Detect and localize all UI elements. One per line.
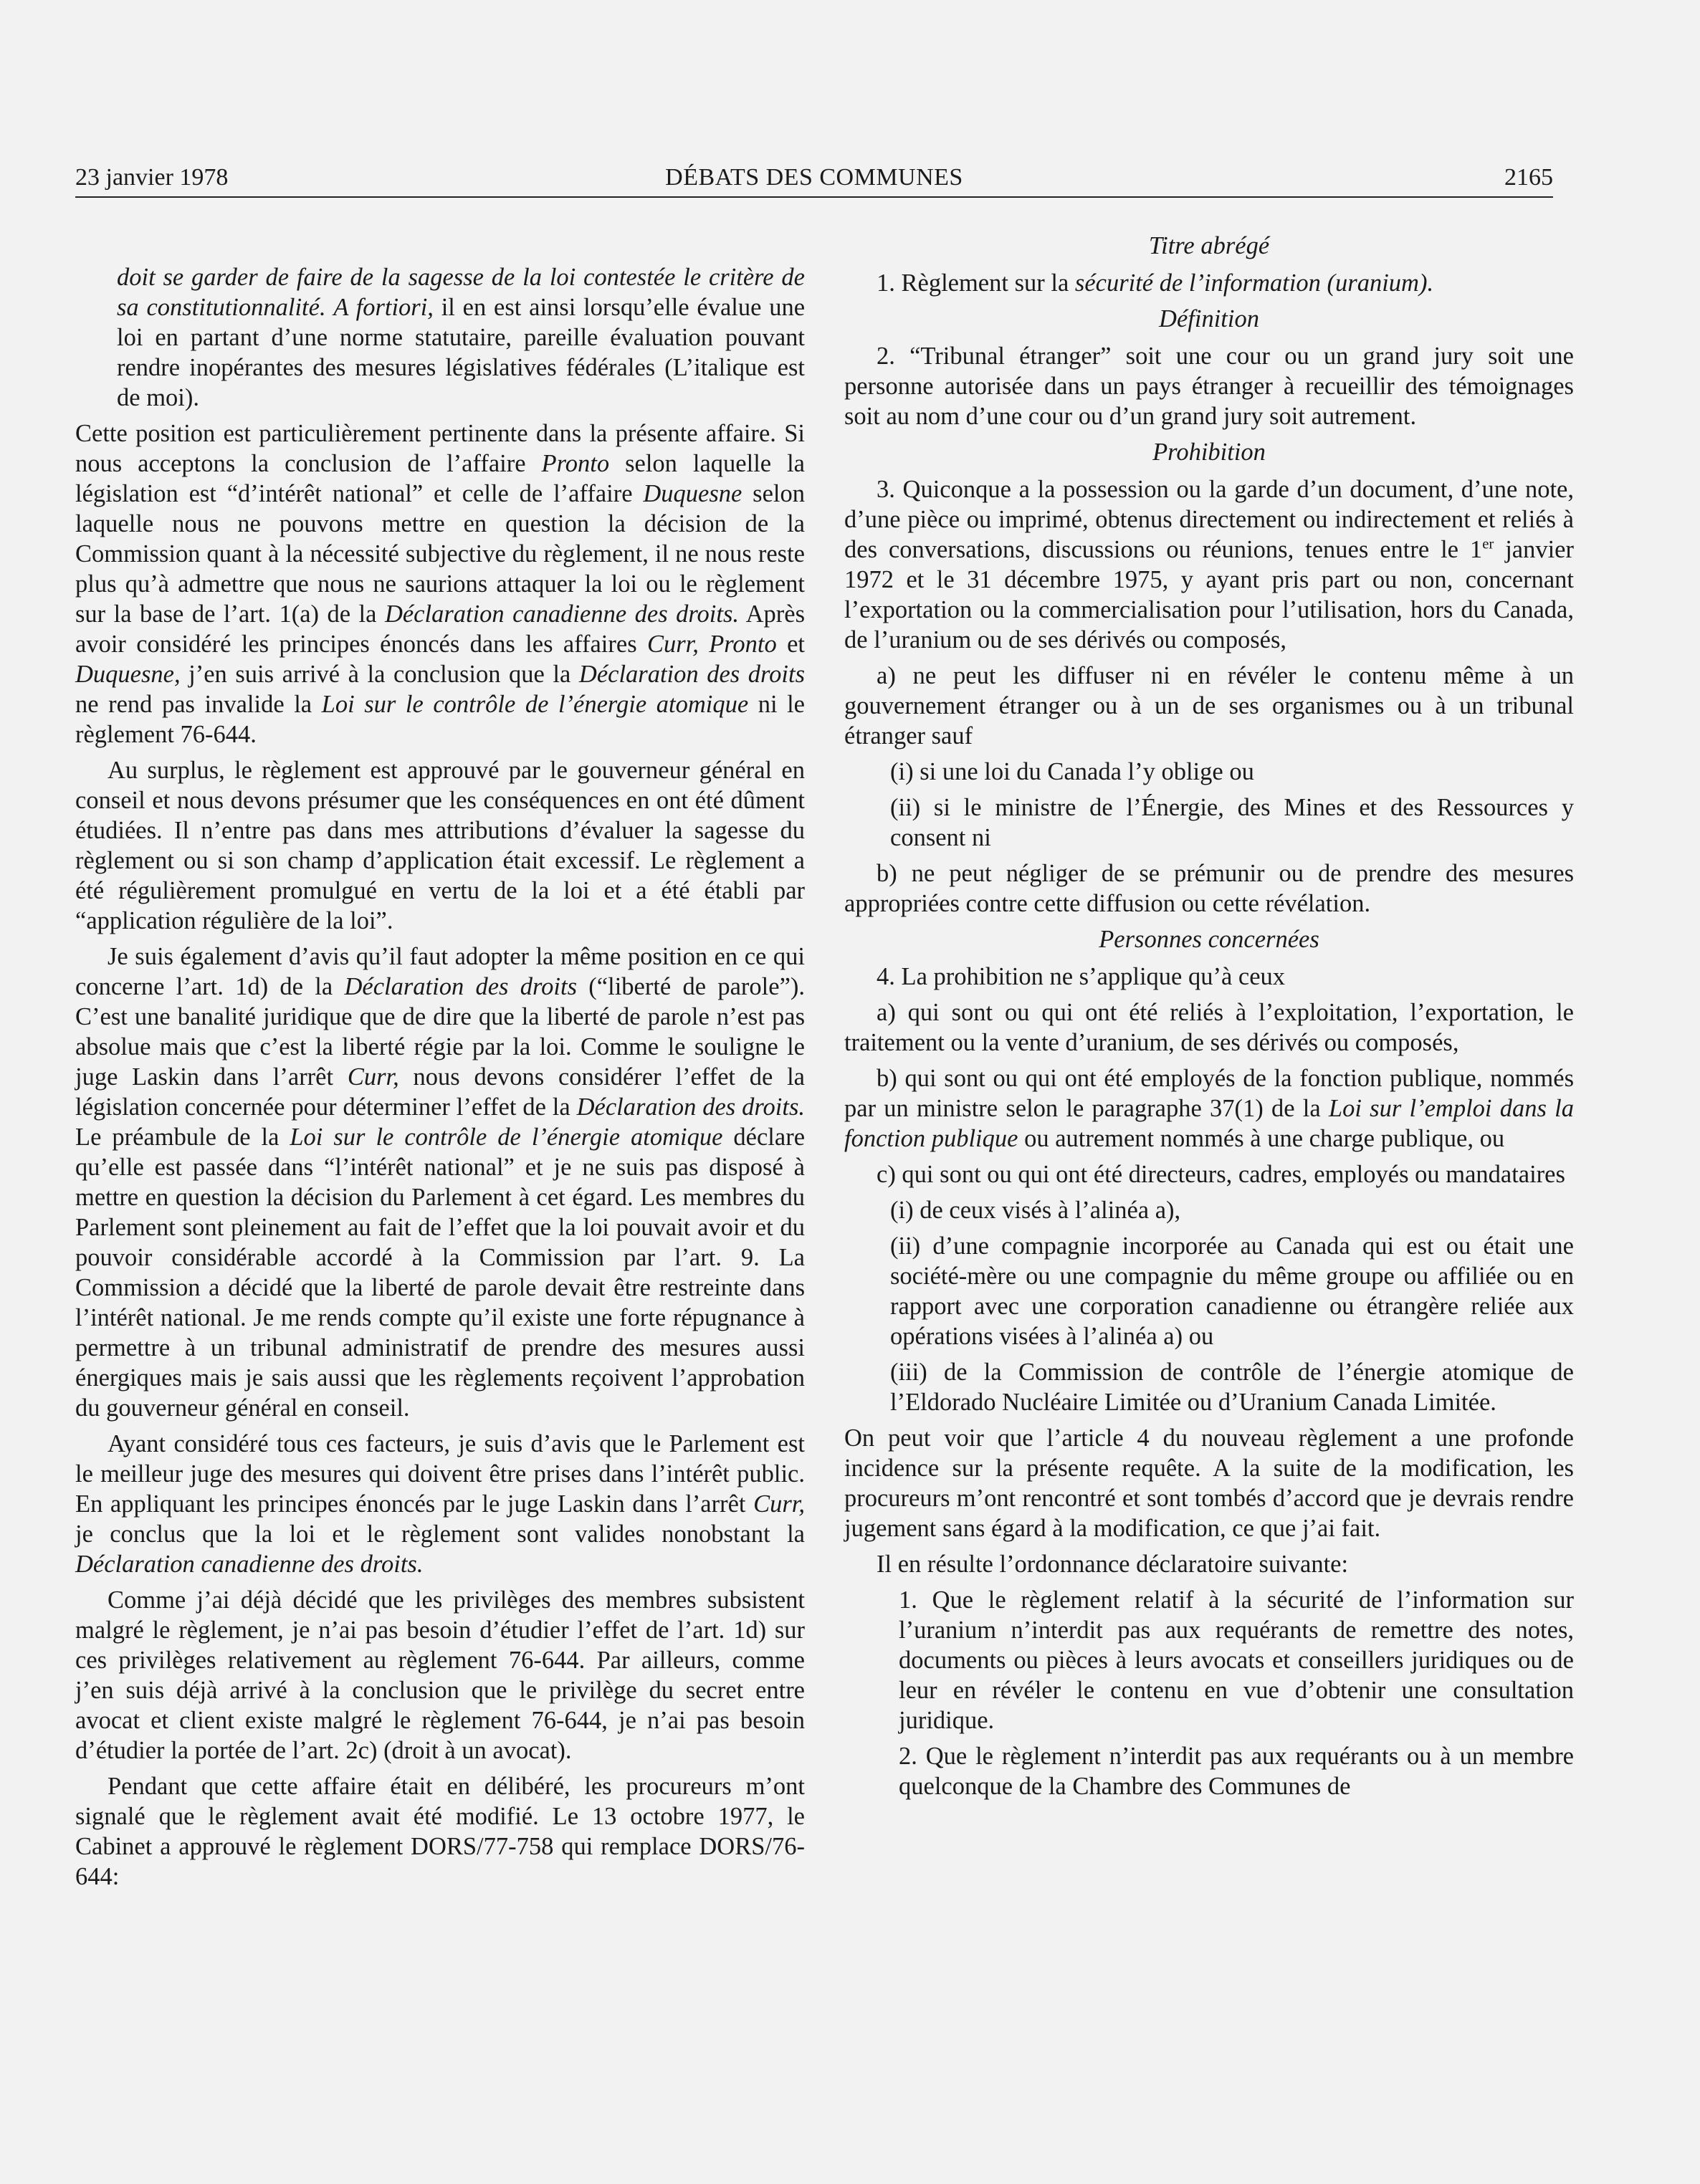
paragraph: Au surplus, le règlement est approuvé par le gouverneur général en conseil et nous devons présumer que les conséquences en ont été dûment étudiées. Il n’entre pas dans mes attributions d’évaluer la sagesse du règlement ou si son champ d’application était excessif. Le règlement a été régulièrement promulgué en vertu de la loi et a été établi par “application régulière de la loi”.	[75, 757, 805, 934]
clause	[844, 1063, 1574, 1154]
italic-text: Déclaration des droits	[578, 661, 806, 688]
italic-text: Duquesne	[643, 480, 742, 507]
text-run: Ayant considéré tous ces facteurs, je suis d’avis que le Parlement est le meilleur juge des mesures qui doivent être prises dans l’intérêt public. En appliquant les principes énoncés par le juge Laskin dans l’arrêt	[75, 1430, 805, 1518]
text-run: selon laquelle la législation est “d’intérêt national” et celle de l’affaire	[75, 450, 805, 507]
running-header	[75, 162, 1553, 198]
header-title: DÉBATS DES COMMUNES	[665, 164, 963, 191]
text-run: nous devons considérer l’effet de la législation concernée pour déterminer l’effet de la	[75, 1063, 805, 1121]
text-run: j’en suis arrivé à la conclusion que la	[180, 661, 579, 688]
section-heading: Personnes concernées	[1099, 926, 1319, 953]
italic-text: Déclaration canadienne des droits.	[75, 1551, 424, 1578]
text-run: ne rend pas invalide la	[75, 691, 322, 718]
text-run: Le préambule de la	[75, 1124, 290, 1151]
italic-text: sécurité de l’information (uranium).	[1074, 269, 1434, 297]
paragraph	[75, 942, 805, 1423]
text-run: b) qui sont ou qui ont été employés de la fonction publique, nommés par un ministre selon le paragraphe 37(1) de la	[844, 1065, 1574, 1122]
italic-text: Loi sur le contrôle de l’énergie atomique	[290, 1124, 723, 1151]
text-run: il en est ainsi lorsqu’elle évalue une loi en partant d’une norme statutaire, pareille évaluation pouvant rendre inopérantes des mesures législatives fédérales (L’italique est de moi).	[117, 294, 806, 411]
paragraph: Comme j’ai déjà décidé que les privilèges des membres subsistent malgré le règlement, je n’ai pas besoin d’étudier l’effet de l’art. 1d) sur ces privilèges relativement au règlement 76-644. Par ailleurs, comme j’en suis déjà arrivé à la conclusion que le privilège du secret entre avocat et client existe malgré le règlement 76-644, je n’ai pas besoin d’étudier la portée de l’art. 2c) (droit à un avocat).	[75, 1586, 805, 1764]
italic-text: Loi sur l’emploi dans la fonction publique	[844, 1095, 1574, 1152]
text-run: ou autrement nommés à une charge publique, ou	[1018, 1125, 1505, 1152]
paragraph	[844, 474, 1574, 655]
page-number: 2165	[1504, 164, 1553, 191]
italic-text: Curr,	[347, 1063, 399, 1091]
paragraph: 2. “Tribunal étranger” soit une cour ou un grand jury soit une personne autorisée dans un pays étranger à recueillir des témoignages soit au nom d’une cour ou d’un grand jury soit autrement.	[844, 343, 1574, 430]
paragraph	[75, 418, 805, 749]
italic-text: Déclaration des droits	[344, 973, 578, 1000]
left-column	[75, 262, 805, 1897]
section-heading: Prohibition	[1152, 439, 1266, 466]
italic-text: Déclaration canadienne des droits.	[384, 600, 740, 628]
text-run: je conclus que la loi et le règlement sont valides nonobstant la	[75, 1520, 805, 1548]
clause: c) qui sont ou qui ont été directeurs, cadres, employés ou mandataires	[877, 1161, 1565, 1188]
italic-text: Pronto	[541, 450, 610, 477]
subclause: (i) si une loi du Canada l’y oblige ou	[890, 758, 1254, 785]
clause: b) ne peut négliger de se prémunir ou de prendre des mesures appropriées contre cette diffusion ou cette révélation.	[844, 860, 1574, 917]
section-heading: Titre abrégé	[1148, 232, 1270, 259]
subclause: (i) de ceux visés à l’alinéa a),	[890, 1197, 1181, 1224]
paragraph	[844, 268, 1574, 298]
italic-text: Curr,	[753, 1490, 805, 1518]
header-date: 23 janvier 1978	[75, 164, 229, 191]
text-run: selon laquelle nous ne pouvons mettre en question la décision de la Commission quant à la nécessité subjective du règlement, il ne nous reste plus qu’à admettre que nous ne saurions attaquer la loi ou le règlement sur la base de l’art. 1(a) de la	[75, 480, 805, 628]
text-run: déclare qu’elle est passée dans “l’intérêt national” et je ne suis pas disposé à mettre en question la décision du Parlement à cet égard. Les membres du Parlement sont pleinement au fait de l’effet que la loi pouvait avoir et du pouvoir considérable accordé à la Commission par l’art. 9. La Commission a décidé que la liberté de parole devait être restreinte dans l’intérêt national. Je me rends compte qu’il existe une forte répugnance à permettre à un tribunal administratif de prendre des mesures aussi énergiques mais je sais aussi que les règlements reçoivent l’approbation du gouverneur général en conseil.	[75, 1124, 806, 1422]
text-run: Cette position est particulièrement pertinente dans la présente affaire. Si nous acceptons la conclusion de l’affaire	[75, 420, 805, 477]
paragraph: 4. La prohibition ne s’applique qu’à ceux	[877, 963, 1286, 990]
text-run: janvier 1972 et le 31 décembre 1975, y ayant pris part ou non, concernant l’exportation ou la commercialisation pour l’utilisation, hors du Canada, de l’uranium ou de ses dérivés ou composés,	[844, 536, 1574, 653]
quote-paragraph	[117, 262, 805, 413]
text-run: 1. Règlement sur la	[877, 269, 1075, 297]
subclause: (ii) si le ministre de l’Énergie, des Mines et des Ressources y consent ni	[890, 794, 1574, 851]
paragraph: Il en résulte l’ordonnance déclaratoire suivante:	[877, 1551, 1349, 1578]
text-run: Je suis également d’avis qu’il faut adopter la même position en ce qui concerne l’art. 1d) de la	[75, 943, 805, 1000]
text-run: 3. Quiconque a la possession ou la garde d’un document, d’une note, d’une pièce ou imprimé, obtenus directement ou indirectement et reliés à des conversations, discussions ou réunions, tenues entre le 1	[844, 476, 1574, 563]
order-item: 2. Que le règlement n’interdit pas aux requérants ou à un membre quelconque de la Chambre des Communes de	[899, 1743, 1574, 1800]
text-run: ni le règlement 76-644.	[75, 691, 805, 748]
italic-text: doit se garder de faire de la sagesse de la loi contestée le critère de sa constitutionnalité.	[117, 264, 805, 321]
italic-text: Déclaration des droits.	[576, 1093, 805, 1121]
subclause: (ii) d’une compagnie incorporée au Canada qui est ou était une société-mère ou une compagnie du même groupe ou affiliée ou en rapport avec une corporation canadienne ou étrangère reliée aux opérations visées à l’alinéa a) ou	[890, 1232, 1574, 1350]
section-heading: Définition	[1159, 305, 1259, 332]
subclause: (iii) de la Commission de contrôle de l’énergie atomique de l’Eldorado Nucléaire Limitée ou d’Uranium Canada Limitée.	[890, 1359, 1574, 1416]
paragraph: Pendant que cette affaire était en délibéré, les procureurs m’ont signalé que le règlement avait été modifié. Le 13 octobre 1977, le Cabinet a approuvé le règlement DORS/77-758 qui remplace DORS/76-644:	[75, 1773, 805, 1890]
text-run: Après avoir considéré les principes énoncés dans les affaires	[75, 600, 805, 658]
order-item: 1. Que le règlement relatif à la sécurité de l’information sur l’uranium n’interdit pas aux requérants de remettre des notes, documents ou pièces à leurs avocats et conseillers juridiques ou de leur en révéler le contenu en vue d’obtenir une consultation juridique.	[899, 1586, 1574, 1734]
right-column	[844, 231, 1574, 1807]
italic-text: Curr, Pronto	[646, 631, 777, 658]
italic-text: Duquesne,	[75, 661, 181, 688]
italic-text: A fortiori,	[333, 294, 434, 321]
paragraph: On peut voir que l’article 4 du nouveau règlement a une profonde incidence sur la présente requête. A la suite de la modification, les procureurs m’ont rencontré et sont tombés d’accord que je devrais rendre jugement sans égard à la modification, ce que j’ai fait.	[844, 1424, 1574, 1542]
clause: a) qui sont ou qui ont été reliés à l’exploitation, l’exportation, le traitement ou la vente d’uranium, de ses dérivés ou composés,	[844, 999, 1574, 1056]
italic-text: Loi sur le contrôle de l’énergie atomique	[321, 691, 749, 718]
paragraph	[75, 1429, 805, 1579]
clause: a) ne peut les diffuser ni en révéler le contenu même à un gouvernement étranger ou à un de ses organismes ou à un tribunal étranger sauf	[844, 662, 1574, 749]
superscript: er	[1482, 536, 1494, 552]
text-run: et	[776, 631, 805, 658]
text-run: (“liberté de parole”). C’est une banalité juridique que de dire que la liberté de parole n’est pas absolue mais que c’est la liberté régie par la loi. Comme le souligne le juge Laskin dans l’arrêt	[75, 973, 805, 1091]
